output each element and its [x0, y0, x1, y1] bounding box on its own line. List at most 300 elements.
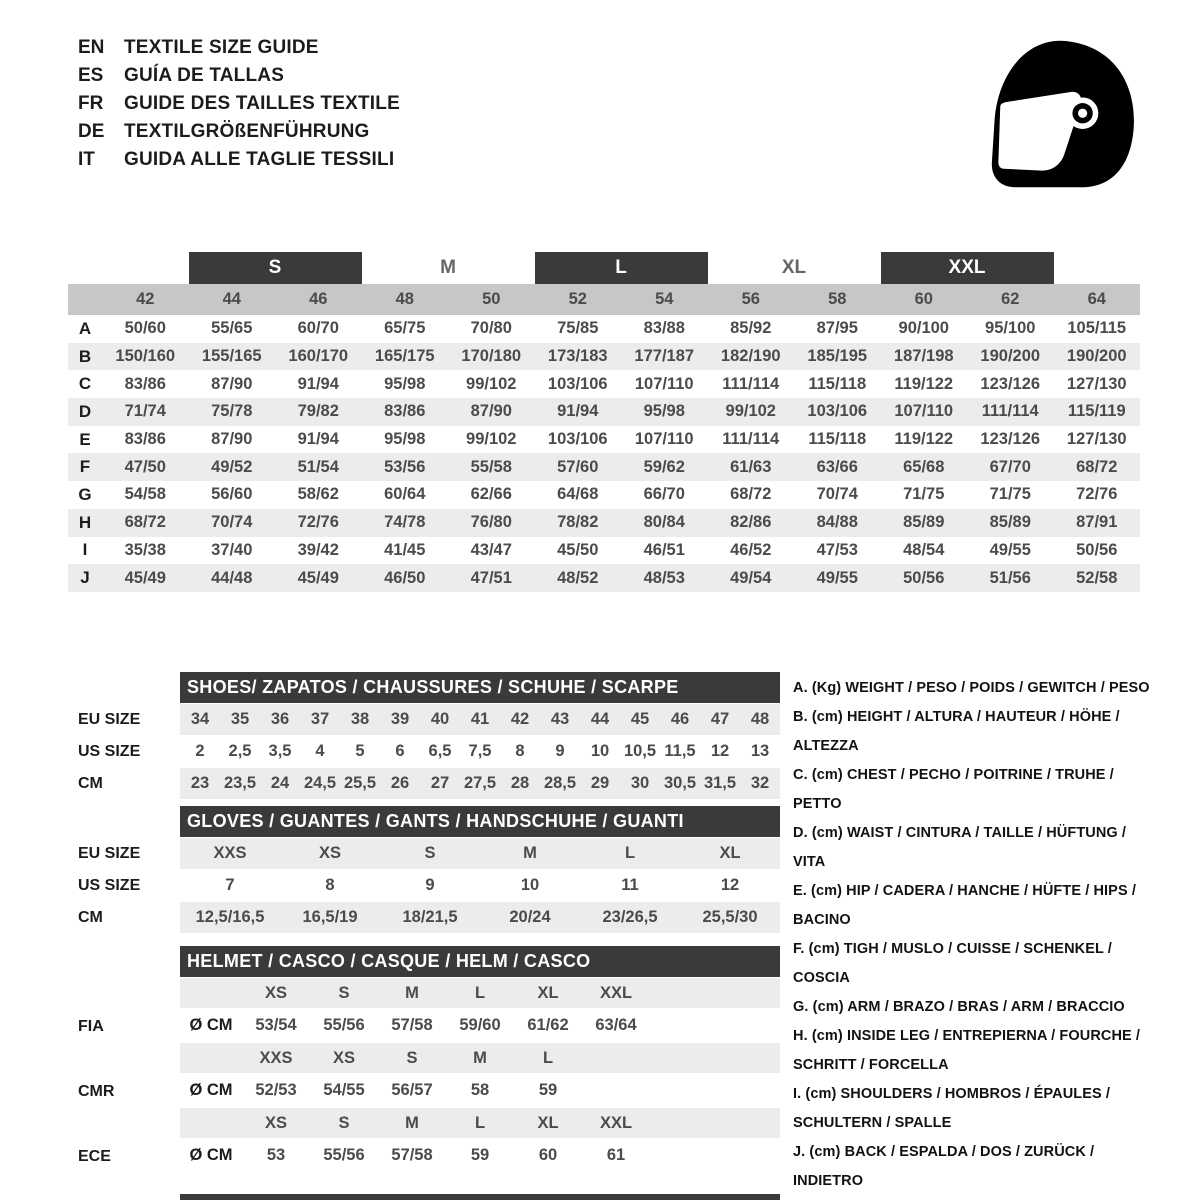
value-cell: 10,5 — [623, 742, 657, 760]
size-value: 63/66 — [816, 457, 858, 476]
value-cell: 9 — [425, 876, 435, 894]
unit-label: Ø CM — [189, 1015, 233, 1034]
shoes-size-table — [68, 672, 780, 799]
value-cell: 10 — [520, 876, 540, 894]
value-cell: 48 — [750, 710, 770, 728]
size-value: 48/52 — [557, 568, 599, 587]
legend-item-c: C. (cm) CHEST / PECHO / POITRINE / TRUHE / PETTO — [793, 767, 1114, 812]
row-label: B — [78, 346, 92, 366]
size-value: 48/54 — [903, 540, 945, 559]
value-cell: 12,5/16,5 — [195, 908, 265, 926]
helmet-size: XS — [264, 1113, 287, 1132]
helmet-value: 57/58 — [391, 1145, 433, 1164]
legend-item-f: F. (cm) TIGH / MUSLO / CUISSE / SCHENKEL / COSCIA — [793, 941, 1112, 986]
value-cell: XXS — [213, 844, 247, 862]
size-value: 165/175 — [374, 347, 435, 366]
value-cell: 35 — [230, 710, 250, 728]
bottom-divider-bar — [180, 1194, 780, 1200]
language-title: GUIDA ALLE TAGLIE TESSILI — [124, 149, 395, 170]
value-cell: 9 — [555, 742, 565, 760]
size-value: 115/118 — [808, 374, 867, 393]
value-cell: 36 — [270, 710, 290, 728]
value-cell: 11 — [621, 876, 639, 894]
helmet-value: 60 — [538, 1145, 558, 1164]
row-label: ECE — [78, 1148, 111, 1165]
size-value: 49/55 — [816, 568, 858, 587]
size-value: 71/74 — [124, 402, 166, 421]
clothing-row-j — [68, 564, 1140, 592]
size-value: 65/75 — [384, 319, 426, 338]
size-value: 82/86 — [730, 513, 772, 532]
size-value: 48/53 — [643, 568, 685, 587]
size-value: 99/102 — [466, 430, 517, 449]
helmet-value-row — [180, 1010, 780, 1040]
helmet-value: 59 — [470, 1145, 490, 1164]
racing-helmet-icon — [978, 36, 1140, 196]
row-label: C — [78, 374, 92, 394]
row-label: US SIZE — [78, 742, 141, 760]
size-value: 87/90 — [211, 430, 253, 449]
row-label: A — [78, 318, 92, 338]
size-value: 107/110 — [634, 374, 694, 393]
gloves-row-cm — [68, 902, 780, 933]
value-cell: 23 — [190, 774, 210, 792]
size-value: 95/98 — [384, 430, 426, 449]
language-title: GUIDE DES TAILLES TEXTILE — [124, 93, 400, 114]
value-cell: 23/26,5 — [602, 908, 658, 926]
gloves-row-us-size — [68, 870, 780, 901]
size-value: 74/78 — [384, 513, 426, 532]
size-value: 75/85 — [557, 319, 599, 338]
size-value: 91/94 — [297, 374, 339, 393]
size-value: 58/62 — [297, 485, 339, 504]
size-value: 51/56 — [989, 568, 1031, 587]
size-value: 49/54 — [730, 568, 772, 587]
helmet-section-cmr — [68, 1043, 780, 1107]
value-cell: 32 — [750, 774, 770, 792]
size-group-s: S — [189, 252, 362, 284]
helmet-size: M — [473, 1048, 487, 1067]
language-code: EN — [78, 37, 105, 58]
legend-item-h: H. (cm) INSIDE LEG / ENTREPIERNA / FOURCHE / SCHRITT / FORCELLA — [793, 1028, 1141, 1073]
helmet-section-ece — [68, 1108, 780, 1172]
size-value: 170/180 — [461, 347, 522, 366]
language-row — [78, 34, 400, 62]
language-row — [78, 118, 400, 146]
value-cell: 27 — [430, 774, 450, 792]
clothing-row-c — [68, 370, 1140, 398]
numeric-size: 54 — [655, 290, 674, 308]
shoes-table-title: SHOES/ ZAPATOS / CHAUSSURES / SCHUHE / SCARPE — [180, 672, 780, 703]
size-value: 70/74 — [211, 513, 253, 532]
value-cell: 5 — [355, 742, 365, 760]
value-cell: 47 — [710, 710, 730, 728]
clothing-row-g — [68, 481, 1140, 509]
size-value: 54/58 — [124, 485, 166, 504]
helmet-value: 55/56 — [323, 1015, 365, 1034]
helmet-value: 52/53 — [255, 1080, 297, 1099]
helmet-value: 61 — [606, 1145, 626, 1164]
size-value: 52/58 — [1076, 568, 1118, 587]
size-value: 119/122 — [894, 374, 954, 393]
legend-item-e: E. (cm) HIP / CADERA / HANCHE / HÜFTE / HIPS / BACINO — [793, 883, 1136, 928]
size-value: 115/119 — [1067, 402, 1126, 421]
helmet-size: M — [405, 1113, 419, 1132]
value-cell: 37 — [310, 710, 330, 728]
helmet-size: XL — [537, 983, 559, 1002]
size-group-xl: XL — [781, 257, 807, 278]
size-value: 105/115 — [1067, 319, 1127, 338]
unit-label: Ø CM — [189, 1145, 233, 1164]
size-value: 103/106 — [547, 374, 608, 393]
value-cell: 26 — [390, 774, 410, 792]
helmet-section-rows — [180, 1043, 780, 1107]
size-value: 50/60 — [124, 319, 166, 338]
helmet-size: M — [405, 983, 419, 1002]
helmet-size-row — [180, 978, 780, 1008]
size-value: 87/90 — [211, 374, 253, 393]
language-code: DE — [78, 121, 105, 142]
row-label: H — [78, 512, 92, 532]
size-value: 78/82 — [557, 513, 599, 532]
language-title-list — [78, 34, 400, 174]
gloves-row-eu-size — [68, 838, 780, 869]
size-value: 111/114 — [722, 430, 780, 449]
helmet-value: 58 — [470, 1080, 490, 1099]
row-label: CMR — [78, 1083, 115, 1100]
size-value: 84/88 — [816, 513, 858, 532]
size-value: 187/198 — [893, 347, 954, 366]
size-value: 43/47 — [470, 540, 512, 559]
size-value: 182/190 — [720, 347, 781, 366]
size-value: 160/170 — [288, 347, 349, 366]
value-cell: 45 — [630, 710, 650, 728]
value-cell: 24,5 — [303, 774, 337, 792]
value-cell: 41 — [470, 710, 490, 728]
clothing-size-table — [68, 252, 1140, 592]
clothing-row-b — [68, 343, 1140, 371]
helmet-size: S — [338, 1113, 350, 1132]
size-value: 68/72 — [124, 513, 166, 532]
size-value: 44/48 — [211, 568, 253, 587]
unit-label: Ø CM — [189, 1080, 233, 1099]
size-value: 71/75 — [903, 485, 945, 504]
value-cell: S — [424, 844, 436, 862]
helmet-value-row — [180, 1075, 780, 1105]
language-code: FR — [78, 93, 104, 114]
value-cell: 30,5 — [663, 774, 697, 792]
helmet-size: L — [542, 1048, 554, 1067]
size-value: 150/160 — [115, 347, 176, 366]
numeric-size: 50 — [482, 290, 501, 308]
helmet-size-row — [180, 1108, 780, 1138]
numeric-size-header-row — [68, 284, 1140, 315]
size-value: 111/114 — [722, 374, 780, 393]
size-value: 50/56 — [1076, 540, 1118, 559]
row-label: G — [78, 484, 92, 504]
size-value: 119/122 — [894, 430, 954, 449]
size-value: 68/72 — [730, 485, 772, 504]
size-value: 55/58 — [470, 457, 512, 476]
numeric-size: 52 — [568, 290, 587, 308]
language-row — [78, 62, 400, 90]
shoes-cells — [180, 736, 780, 767]
gloves-size-table — [68, 806, 780, 933]
size-value: 72/76 — [297, 513, 339, 532]
size-group-xxl: XXL — [881, 252, 1054, 284]
clothing-row-f — [68, 453, 1140, 481]
size-value: 127/130 — [1066, 430, 1127, 449]
shoes-row-eu-size — [68, 704, 780, 735]
helmet-section-rows — [180, 1108, 780, 1172]
value-cell: 30 — [630, 774, 650, 792]
numeric-size: 58 — [828, 290, 847, 308]
helmet-size: XXL — [599, 983, 633, 1002]
size-value: 87/90 — [470, 402, 512, 421]
helmet-size: L — [474, 983, 486, 1002]
size-value: 83/86 — [384, 402, 426, 421]
size-value: 80/84 — [643, 513, 685, 532]
helmet-value: 57/58 — [391, 1015, 433, 1034]
value-cell: 4 — [315, 742, 325, 760]
row-label: CM — [78, 908, 103, 926]
size-value: 75/78 — [211, 402, 253, 421]
clothing-row-d — [68, 398, 1140, 426]
helmet-size: XL — [537, 1113, 559, 1132]
clothing-row-i — [68, 537, 1140, 565]
size-value: 177/187 — [634, 347, 695, 366]
size-value: 39/42 — [297, 540, 339, 559]
value-cell: XS — [318, 844, 341, 862]
size-value: 83/86 — [124, 374, 166, 393]
size-value: 49/52 — [211, 457, 253, 476]
size-value: 87/95 — [816, 319, 858, 338]
helmet-value: 53/54 — [255, 1015, 297, 1034]
helmet-value: 56/57 — [391, 1080, 433, 1099]
value-cell: 18/21,5 — [402, 908, 458, 926]
size-value: 47/53 — [816, 540, 858, 559]
size-value: 103/106 — [807, 402, 868, 421]
size-value: 185/195 — [807, 347, 868, 366]
size-value: 70/80 — [470, 319, 512, 338]
size-value: 68/72 — [1076, 457, 1118, 476]
numeric-size: 42 — [136, 290, 155, 308]
size-value: 79/82 — [297, 402, 339, 421]
size-value: 127/130 — [1066, 374, 1127, 393]
size-value: 46/52 — [730, 540, 772, 559]
helmet-section-fia — [68, 978, 780, 1042]
size-value: 95/98 — [643, 402, 685, 421]
size-value: 61/63 — [730, 457, 772, 476]
language-title: TEXTILGRÖßENFÜHRUNG — [124, 121, 370, 142]
size-row-spacer — [180, 1108, 242, 1138]
row-label: EU SIZE — [78, 844, 141, 862]
size-value: 85/89 — [989, 513, 1031, 532]
helmet-size-table — [68, 946, 780, 1172]
helmet-size: XS — [332, 1048, 355, 1067]
size-value: 155/165 — [201, 347, 262, 366]
size-value: 55/65 — [211, 319, 253, 338]
shoes-cells — [180, 768, 780, 799]
shoes-rows — [68, 704, 780, 799]
value-cell: 3,5 — [268, 742, 292, 760]
numeric-size: 62 — [1001, 290, 1020, 308]
helmet-value: 53 — [266, 1145, 286, 1164]
size-value: 70/74 — [816, 485, 858, 504]
row-label: EU SIZE — [78, 710, 141, 728]
size-value: 95/98 — [384, 374, 426, 393]
size-value: 111/114 — [981, 402, 1039, 421]
size-value: 45/49 — [124, 568, 166, 587]
value-cell: 2 — [195, 742, 205, 760]
row-label: I — [82, 540, 88, 560]
legend-item-j: J. (cm) BACK / ESPALDA / DOS / ZURÜCK / INDIETRO — [793, 1144, 1095, 1189]
numeric-header-spacer — [68, 284, 102, 315]
language-code: ES — [78, 65, 104, 86]
size-value: 91/94 — [557, 402, 599, 421]
value-cell: 42 — [510, 710, 530, 728]
helmet-value: 54/55 — [323, 1080, 365, 1099]
language-title: GUÍA DE TALLAS — [124, 65, 285, 86]
value-cell: 25,5/30 — [702, 908, 758, 926]
size-value: 66/70 — [643, 485, 685, 504]
size-value: 46/50 — [384, 568, 426, 587]
size-value: 56/60 — [211, 485, 253, 504]
size-value: 123/126 — [980, 430, 1041, 449]
helmet-value: 63/64 — [595, 1015, 637, 1034]
size-value: 99/102 — [466, 374, 517, 393]
language-row — [78, 90, 400, 118]
row-label: F — [79, 457, 91, 477]
size-value: 190/200 — [980, 347, 1041, 366]
size-value: 85/89 — [903, 513, 945, 532]
size-value: 60/64 — [384, 485, 426, 504]
size-value: 71/75 — [989, 485, 1031, 504]
size-group-m: M — [440, 257, 456, 278]
clothing-row-h — [68, 509, 1140, 537]
size-value: 64/68 — [557, 485, 599, 504]
value-cell: L — [624, 844, 636, 862]
clothing-row-e — [68, 426, 1140, 454]
legend-item-d: D. (cm) WAIST / CINTURA / TAILLE / HÜFTUNG / VITA — [793, 825, 1127, 870]
language-code: IT — [78, 149, 95, 170]
numeric-size: 64 — [1087, 290, 1106, 308]
size-value: 62/66 — [470, 485, 512, 504]
size-value: 47/50 — [124, 457, 166, 476]
size-value: 83/86 — [124, 430, 166, 449]
value-cell: 16,5/19 — [302, 908, 358, 926]
size-value: 190/200 — [1066, 347, 1127, 366]
value-cell: 2,5 — [228, 742, 252, 760]
value-cell: XL — [719, 844, 741, 862]
helmet-value: 61/62 — [527, 1015, 569, 1034]
size-value: 67/70 — [989, 457, 1031, 476]
size-value: 60/70 — [297, 319, 339, 338]
value-cell: 31,5 — [703, 774, 737, 792]
value-cell: 12 — [720, 876, 740, 894]
value-cell: 8 — [515, 742, 525, 760]
row-label: US SIZE — [78, 876, 141, 894]
row-label: FIA — [78, 1018, 104, 1035]
size-value: 83/88 — [643, 319, 685, 338]
size-value: 35/38 — [124, 540, 166, 559]
size-value: 65/68 — [903, 457, 945, 476]
shoes-cells — [180, 704, 780, 735]
value-cell: 7 — [225, 876, 235, 894]
value-cell: 7,5 — [468, 742, 492, 760]
language-row — [78, 146, 400, 174]
gloves-cells — [180, 838, 780, 869]
legend-item-i: I. (cm) SHOULDERS / HOMBROS / ÉPAULES / SCHULTERN / SPALLE — [793, 1086, 1111, 1131]
value-cell: 27,5 — [463, 774, 497, 792]
value-cell: 38 — [350, 710, 370, 728]
value-cell: 6 — [395, 742, 405, 760]
size-value: 49/55 — [989, 540, 1031, 559]
size-value: 173/183 — [547, 347, 608, 366]
gloves-rows — [68, 838, 780, 933]
size-value: 115/118 — [808, 430, 867, 449]
language-title: TEXTILE SIZE GUIDE — [124, 37, 319, 58]
shoes-row-cm — [68, 768, 780, 799]
helmet-rows — [68, 978, 780, 1172]
helmet-size: XS — [264, 983, 287, 1002]
size-value: 53/56 — [384, 457, 426, 476]
size-value: 47/51 — [470, 568, 512, 587]
helmet-value-row — [180, 1140, 780, 1170]
size-value: 95/100 — [985, 319, 1036, 338]
row-label: E — [79, 429, 91, 449]
value-cell: 12 — [710, 742, 730, 760]
size-value: 50/56 — [903, 568, 945, 587]
size-group-header-row — [68, 252, 1140, 284]
size-value: 99/102 — [725, 402, 776, 421]
gloves-cells — [180, 870, 780, 901]
value-cell: 46 — [670, 710, 690, 728]
row-label: CM — [78, 774, 103, 792]
size-value: 123/126 — [980, 374, 1041, 393]
numeric-size: 46 — [309, 290, 328, 308]
legend-item-g: G. (cm) ARM / BRAZO / BRAS / ARM / BRACCIO — [793, 999, 1125, 1015]
helmet-size: L — [474, 1113, 486, 1132]
helmet-size: S — [406, 1048, 418, 1067]
shoes-row-us-size — [68, 736, 780, 767]
value-cell: 11,5 — [664, 742, 696, 760]
numeric-size: 44 — [222, 290, 241, 308]
value-cell: 25,5 — [343, 774, 377, 792]
size-value: 107/110 — [634, 430, 694, 449]
value-cell: 34 — [190, 710, 210, 728]
helmet-section-rows — [180, 978, 780, 1042]
legend-item-a: A. (Kg) WEIGHT / PESO / POIDS / GEWITCH / PESO — [793, 680, 1150, 696]
size-value: 51/54 — [297, 457, 339, 476]
size-value: 85/92 — [730, 319, 772, 338]
size-value: 59/62 — [643, 457, 685, 476]
value-cell: 20/24 — [509, 908, 551, 926]
value-cell: 23,5 — [223, 774, 257, 792]
size-value: 76/80 — [470, 513, 512, 532]
size-value: 45/50 — [557, 540, 599, 559]
gloves-cells — [180, 902, 780, 933]
clothing-measure-rows — [68, 315, 1140, 592]
value-cell: M — [523, 844, 537, 862]
numeric-size: 56 — [741, 290, 760, 308]
measurement-legend — [793, 674, 1159, 1196]
size-row-spacer — [180, 1043, 242, 1073]
value-cell: 6,5 — [428, 742, 452, 760]
helmet-size: S — [338, 983, 350, 1002]
size-value: 72/76 — [1076, 485, 1118, 504]
value-cell: 40 — [430, 710, 450, 728]
